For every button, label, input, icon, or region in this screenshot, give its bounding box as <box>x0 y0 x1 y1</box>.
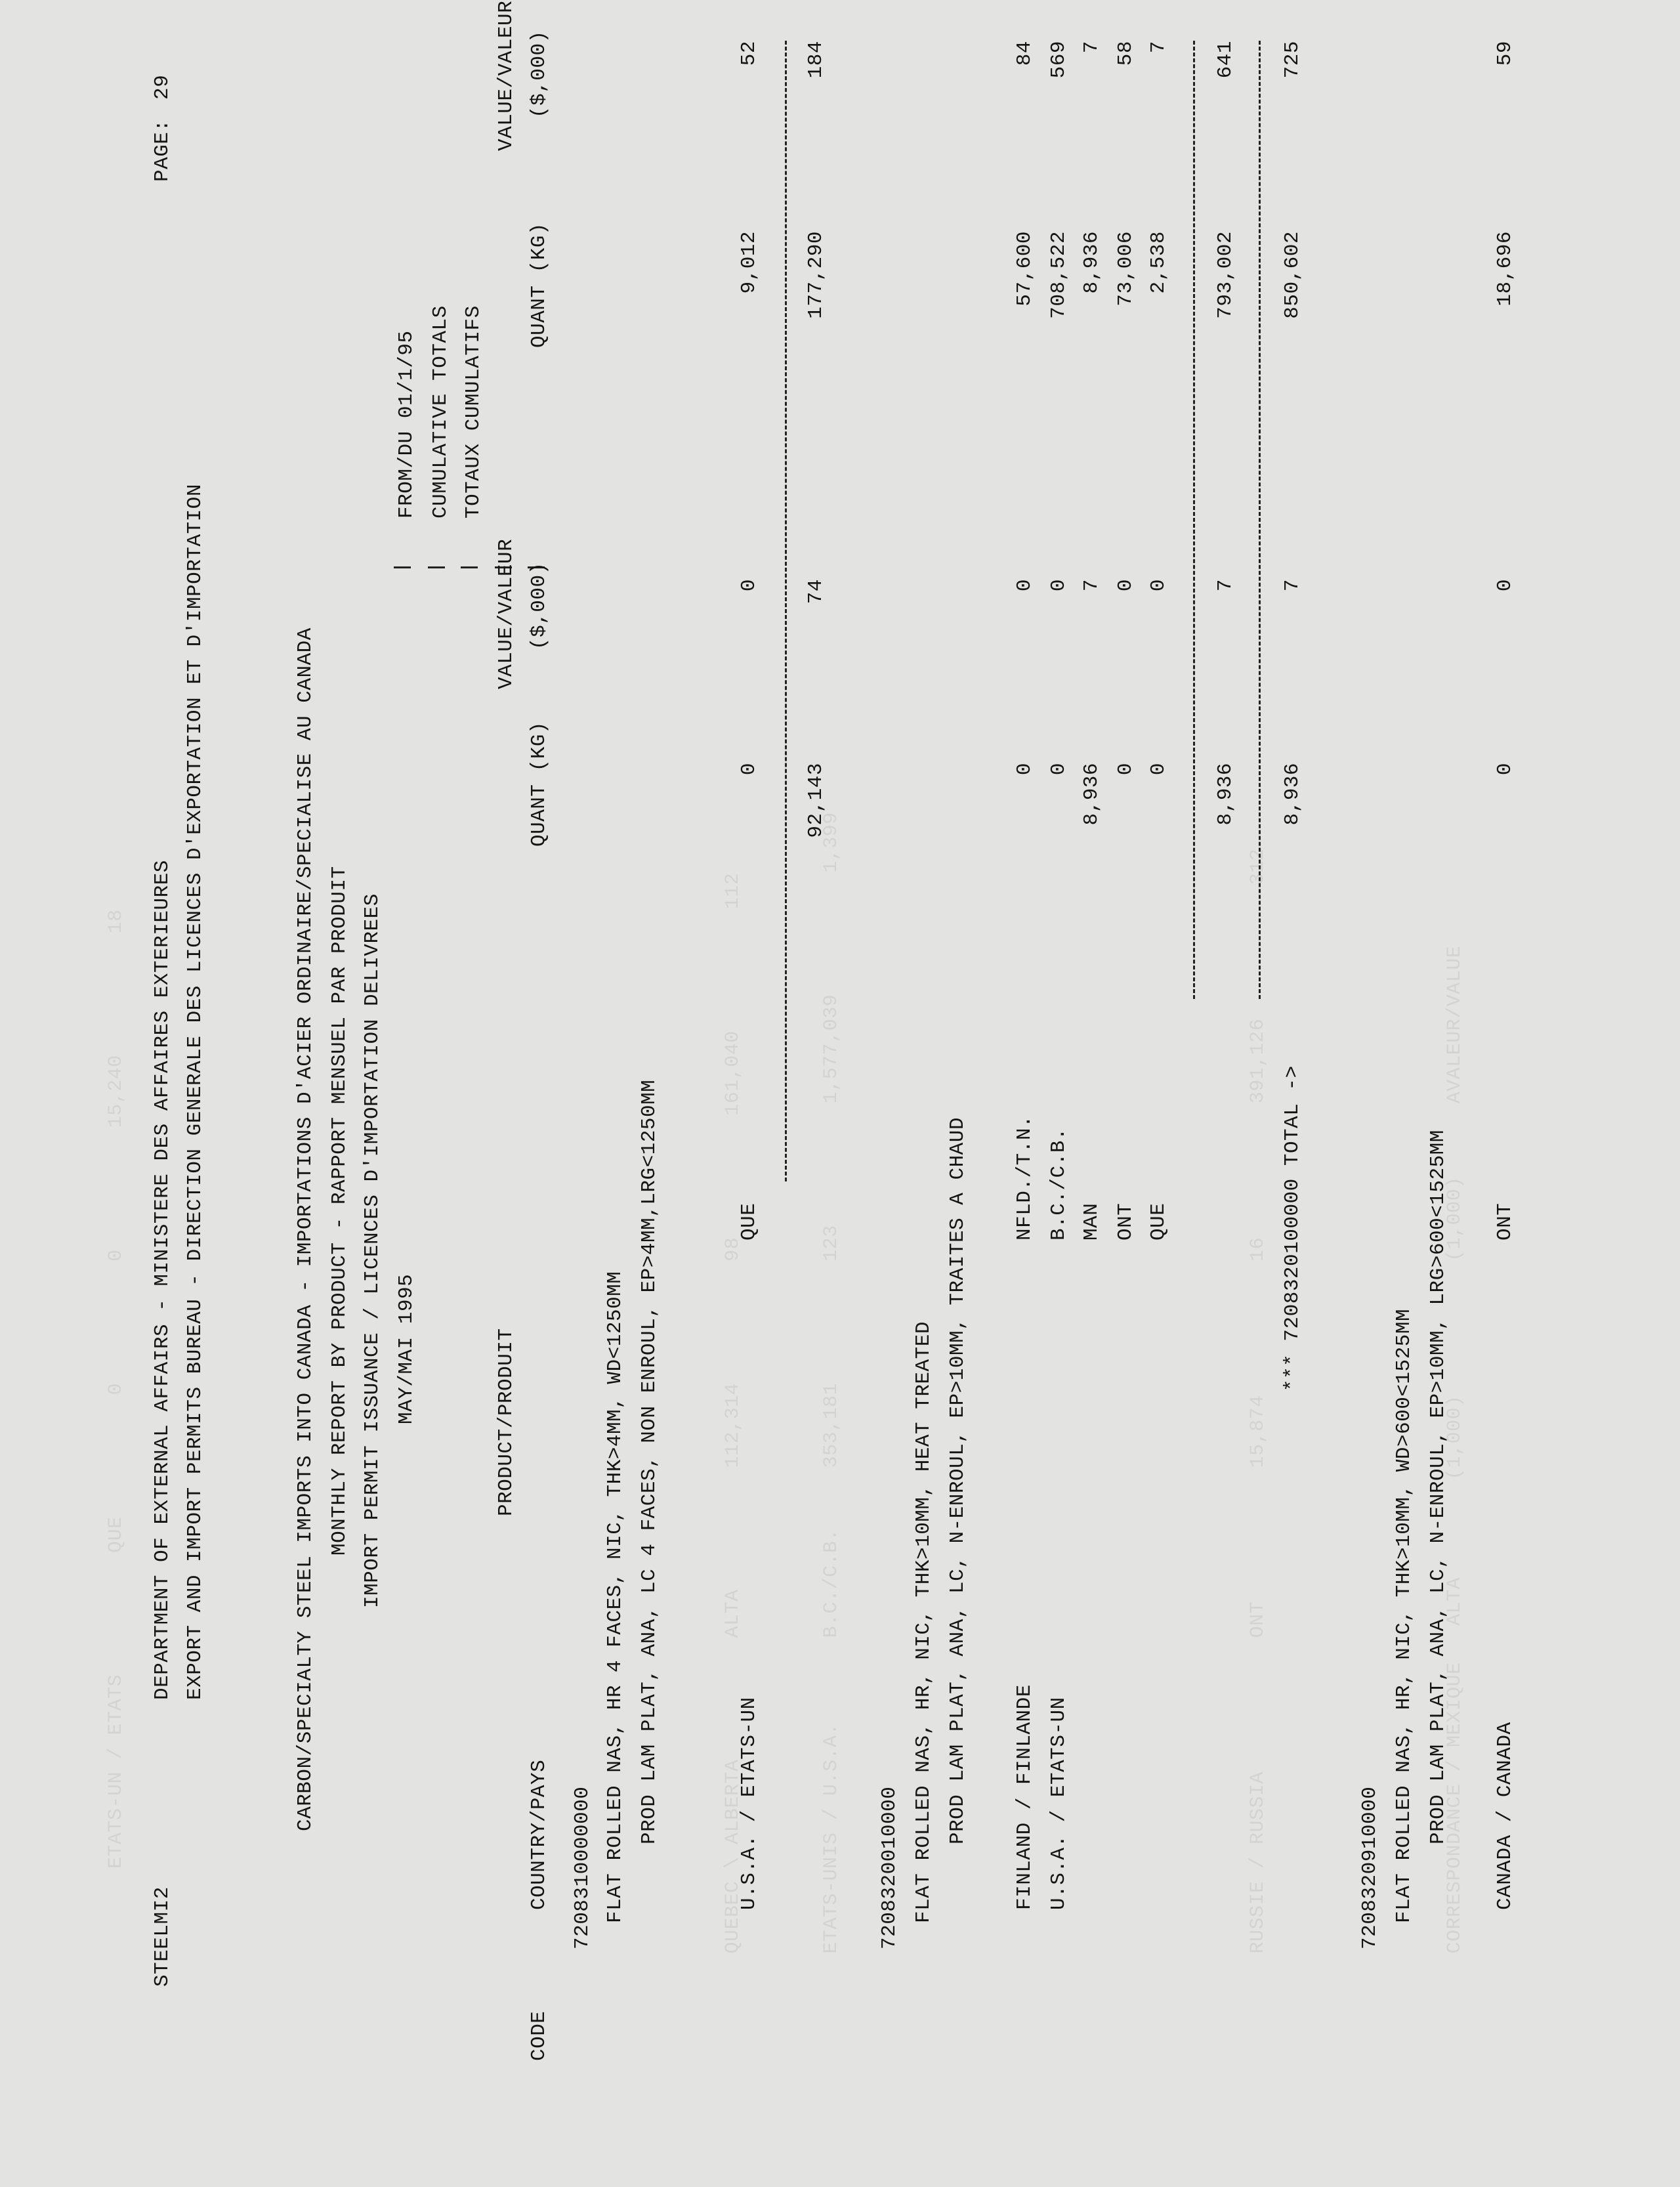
row-quantity: 0 <box>1147 763 1170 776</box>
subtotal-cum-quantity: 793,002 <box>1214 231 1237 319</box>
column-header-quant-month: QUANT (KG) <box>528 721 551 847</box>
row-cum-quantity: 57,600 <box>1013 231 1036 307</box>
page-label: PAGE: <box>151 119 174 182</box>
row-value: 7 <box>1080 579 1103 592</box>
column-header-value-month: VALUE/VALEUR <box>495 538 518 689</box>
total-cum-quantity: 850,602 <box>1281 231 1304 319</box>
subtotal-quantity: 8,936 <box>1214 763 1237 826</box>
page-number: 29 <box>151 74 174 100</box>
row-value: 0 <box>1114 579 1137 592</box>
row-cum-quantity: 2,538 <box>1147 231 1170 294</box>
row-province: QUE <box>1147 1202 1170 1241</box>
section-description-fr: PROD LAM PLAT, ANA, LC 4 FACES, NON ENROUL, EP>4MM,LRG<1250MM <box>638 1079 661 1844</box>
section-code: 7208310000000 <box>571 1786 594 1949</box>
row-cum-quantity: 73,006 <box>1114 231 1137 307</box>
report-subtitle: MONTHLY REPORT BY PRODUCT - RAPPORT MENSUEL PAR PRODUIT <box>328 866 351 1556</box>
column-header-product: PRODUCT/PRODUIT <box>495 1328 518 1516</box>
column-header-value-month-unit: ($,000) <box>528 562 551 650</box>
total-label: *** 7208320100000 TOTAL -> <box>1281 1065 1304 1391</box>
row-province: QUE <box>738 1202 761 1241</box>
column-header-code: CODE <box>528 2010 551 2061</box>
section-code: 7208320910000 <box>1358 1786 1381 1949</box>
subtotal-value: 74 <box>805 579 828 605</box>
total-cum-value: 725 <box>1281 41 1304 79</box>
section-description-en: FLAT ROLLED NAS, HR 4 FACES, NIC, THK>4MM, WD<1250MM <box>604 1271 627 1923</box>
cumulative-from: FROM/DU 01/1/95 <box>395 330 418 519</box>
row-quantity: 0 <box>1494 763 1517 776</box>
column-header-value-cum-unit: ($,000) <box>528 30 551 118</box>
column-separator <box>428 566 445 568</box>
row-value: 0 <box>738 579 761 592</box>
row-cum-quantity: 8,936 <box>1080 231 1103 294</box>
subtotal-value: 7 <box>1214 579 1237 592</box>
report-period: MAY/MAI 1995 <box>395 1273 418 1424</box>
row-country: FINLAND / FINLANDE <box>1013 1684 1036 1910</box>
report-subtitle-permits: IMPORT PERMIT ISSUANCE / LICENCES D'IMPORTATION DELIVREES <box>361 893 384 1608</box>
row-quantity: 0 <box>1047 763 1070 776</box>
section-code: 7208320010000 <box>878 1786 901 1949</box>
column-separator <box>461 566 478 568</box>
section-description-en: FLAT ROLLED NAS, HR, NIC, THK>10MM, HEAT TREATED <box>912 1321 935 1923</box>
bureau-line: EXPORT AND IMPORT PERMITS BUREAU - DIRECTION GENERALE DES LICENCES D'EXPORTATION ET D'IMPORTATION <box>184 484 207 1700</box>
report-page: ETATS-UN / ETATS QUE 0 0 15,240 18 QUEBEC \ ALBERTA ALTA 112,314 98 161,040 112 ETATS-UNIS / U.S.A. B.C./C.B. 353,181 123 1,577,039 1,399 RUSSIE / RUSSIA ONT 15,874 16 391,126 312 CORRESPONDANCE / MEXIQUE ALTA (1,000) (1,000) AVALEUR/VALUE STEELMI2 DEPARTMENT OF EXTERNAL AFFAIRS - MINISTERE DES AFFAIRES EXTERIEURES PAGE: 29 EXPORT AND IMPORT PERMITS BUREAU - DIRECTION GENERALE DES LICENCES D'EXPORTATION ET D'IMPORTATION CARBON/SPECIALTY STEEL IMPORTS INTO CANADA - IMPORTATIONS D'ACIER ORDINAIRE/SPECIALISE AU CANADA MONTHLY REPORT BY PRODUCT - RAPPORT MENSUEL PAR PRODUIT IMPORT PERMIT ISSUANCE / LICENCES D'IMPORTATION DELIVREES MAY/MAI 1995 FROM/DU 01/1/95 CUMULATIVE TOTALS TOTAUX CUMULATIFS PRODUCT/PRODUIT VALUE/VALEUR VALUE/VALEUR CODE COUNTRY/PAYS QUANT (KG) ($,000) QUANT (KG) ($,000) 7208310000000 FLAT ROLLED NAS, HR 4 FACES, NIC, THK>4MM, WD<1250MM PROD LAM PLAT, ANA, LC 4 FACES, NON ENROUL, EP>4MM,LRG<1250MM U.S.A. / ETATS-UN QUE 0 0 9,012 52 92,143 74 177,290 184 7208320010000 FLAT ROLLED NAS, HR, NIC, THK>10MM, HEAT TREATED PROD LAM PLAT, ANA, LC, N-ENROUL, EP>10MM, TRAITES A CHAUD FINLAND / FINLANDE NFLD./T.N. 0 0 57,600 84 U.S.A. / ETATS-UN B.C./C.B. 0 0 708,522 569 MAN 8,936 7 8,936 7 ONT 0 0 73,006 58 QUE 0 0 2,538 7 8,936 7 793,002 641 *** 7208320100000 TOTAL -> 8,936 7 850,602 725 7208320910000 FLAT ROLLED NAS, HR, NIC, THK>10MM, WD>600<1525MM PROD LAM PLAT, ANA, LC, N-ENROUL, EP>10MM, LRG>600<1525MM CANADA / CANADA ONT 0 0 18,696 59 <box>105 0 1517 2061</box>
row-quantity: 0 <box>738 763 761 776</box>
row-province: NFLD./T.N. <box>1013 1115 1036 1241</box>
row-country: U.S.A. / ETATS-UN <box>1047 1697 1070 1910</box>
row-value: 0 <box>1013 579 1036 592</box>
row-cum-value: 52 <box>738 41 761 66</box>
row-country: U.S.A. / ETATS-UN <box>738 1697 761 1910</box>
row-cum-value: 58 <box>1114 41 1137 66</box>
subtotal-divider <box>1193 41 1195 999</box>
row-value: 0 <box>1494 579 1517 592</box>
department-line: DEPARTMENT OF EXTERNAL AFFAIRS - MINISTERE DES AFFAIRES EXTERIEURES <box>151 860 174 1700</box>
column-separator <box>394 566 411 568</box>
row-cum-quantity: 18,696 <box>1494 231 1517 307</box>
total-quantity: 8,936 <box>1281 763 1304 826</box>
row-cum-quantity: 708,522 <box>1047 231 1070 319</box>
row-quantity: 8,936 <box>1080 763 1103 826</box>
row-cum-value: 84 <box>1013 41 1036 66</box>
subtotal-cum-quantity: 177,290 <box>805 231 828 319</box>
subtotal-divider <box>785 41 787 1181</box>
row-cum-value: 7 <box>1147 41 1170 54</box>
row-country: CANADA / CANADA <box>1494 1722 1517 1910</box>
subtotal-cum-value: 184 <box>805 41 828 79</box>
row-province: MAN <box>1080 1202 1103 1241</box>
cumulative-totals-fr: TOTAUX CUMULATIFS <box>462 305 485 519</box>
row-quantity: 0 <box>1114 763 1137 776</box>
section-description-fr: PROD LAM PLAT, ANA, LC, N-ENROUL, EP>10MM, TRAITES A CHAUD <box>946 1117 969 1844</box>
row-cum-value: 59 <box>1494 41 1517 66</box>
report-title: CARBON/SPECIALTY STEEL IMPORTS INTO CANADA - IMPORTATIONS D'ACIER ORDINAIRE/SPECIALISE AU CANADA <box>294 627 317 1831</box>
row-value: 0 <box>1047 579 1070 592</box>
subtotal-quantity: 92,143 <box>805 763 828 838</box>
total-divider <box>1259 41 1261 999</box>
report-id: STEELMI2 <box>151 1886 174 1987</box>
column-header-country: COUNTRY/PAYS <box>528 1759 551 1910</box>
row-cum-quantity: 9,012 <box>738 231 761 294</box>
column-header-value-cum: VALUE/VALEUR <box>495 0 518 151</box>
row-cum-value: 569 <box>1047 41 1070 79</box>
row-value: 0 <box>1147 579 1170 592</box>
total-value: 7 <box>1281 579 1304 592</box>
cumulative-totals: CUMULATIVE TOTALS <box>429 305 452 519</box>
column-header-quant-cum: QUANT (KG) <box>528 222 551 348</box>
row-province: B.C./C.B. <box>1047 1128 1070 1241</box>
row-province: ONT <box>1494 1202 1517 1241</box>
section-description-en: FLAT ROLLED NAS, HR, NIC, THK>10MM, WD>600<1525MM <box>1393 1308 1416 1923</box>
row-quantity: 0 <box>1013 763 1036 776</box>
subtotal-cum-value: 641 <box>1214 41 1237 79</box>
row-province: ONT <box>1114 1202 1137 1241</box>
row-cum-value: 7 <box>1080 41 1103 54</box>
section-description-fr: PROD LAM PLAT, ANA, LC, N-ENROUL, EP>10MM, LRG>600<1525MM <box>1427 1130 1450 1844</box>
